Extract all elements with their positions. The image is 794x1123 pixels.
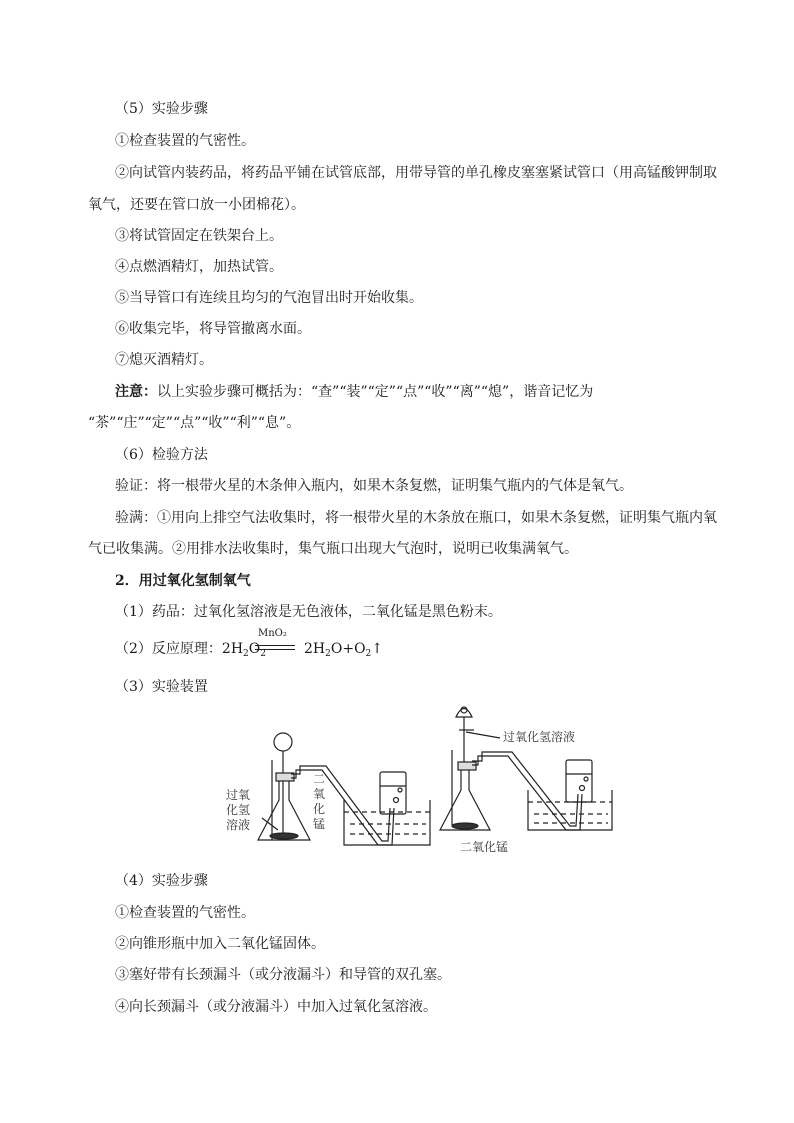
section5-step7: ⑦熄灭酒精灯。 — [115, 352, 213, 368]
label-mno2-right: 二氧化锰 — [460, 840, 509, 854]
section5-step6: ⑥收集完毕，将导管撤离水面。 — [115, 321, 311, 337]
section4-step2: ②向锥形瓶中加入二氧化锰固体。 — [115, 936, 325, 952]
equation-catalyst: MnO₂ — [258, 628, 287, 639]
conical-flask-right — [440, 770, 490, 830]
label-mno2-left: 二 氧 化 锰 — [313, 772, 326, 831]
funnel-bulb — [274, 733, 292, 751]
pointer-h2o2-right — [466, 732, 500, 738]
note-text: 以上实验步骤可概括为：“查”“装”“定”“点”“收”“离”“熄”，谐音记忆为 — [157, 384, 594, 400]
equation-right: $2H_2O+O_2↑$ — [304, 641, 384, 659]
conical-flask-left — [258, 781, 310, 840]
bubble — [394, 798, 399, 803]
label-h2o2-right: 过氧化氢溶液 — [503, 730, 576, 744]
section5-step3: ③将试管固定在铁架台上。 — [115, 228, 283, 244]
gas-jar-right — [566, 760, 592, 802]
section4-step4: ④向长颈漏斗（或分液漏斗）中加入过氧化氢溶液。 — [115, 999, 437, 1015]
section6-full-line2: 气已收集满。②用排水法收集时，集气瓶口出现大气泡时，说明已收集满氧气。 — [88, 541, 578, 557]
label-h2o2-left: 过氧 化氢 溶液 — [226, 788, 251, 832]
section6-heading: （6）检验方法 — [115, 447, 208, 463]
stopper-right — [458, 762, 476, 770]
section5-step1: ①检查装置的气密性。 — [115, 133, 255, 149]
gas-jar-left — [380, 772, 406, 814]
note-line2: “茶”“庄”“定”“点”“收”“利”“息”。 — [88, 415, 301, 431]
section4-step3: ③塞好带有长颈漏斗（或分液漏斗）和导管的双孔塞。 — [115, 967, 451, 983]
section5-step2-line1: ②向试管内装药品，将药品平铺在试管底部，用带导管的单孔橡皮塞塞紧试管口（用高锰酸钾制取 — [115, 165, 717, 181]
part2-apparatus-heading: （3）实验装置 — [115, 679, 208, 695]
water-trough-right — [528, 790, 612, 830]
section5-step2-line2: 氧气，还要在管口放一小团棉花）。 — [88, 197, 305, 213]
part2-reagents: （1）药品：过氧化氢溶液是无色液体，二氧化锰是黑色粉末。 — [115, 604, 502, 620]
part2-heading: 2．用过氧化氢制氧气 — [115, 573, 251, 589]
gas-arrow: ↑ — [371, 641, 384, 657]
section6-verify: 验证：将一根带火星的木条伸入瓶内，如果木条复燃，证明集气瓶内的气体是氧气。 — [115, 478, 633, 494]
equation-left: $2H_2O_2$ — [221, 641, 266, 659]
note-label: 注意： — [115, 384, 157, 400]
mno2-solid-right — [452, 823, 478, 829]
section5-step5: ⑤当导管口有连续且均匀的气泡冒出时开始收集。 — [115, 290, 423, 306]
section6-full-line1: 验满：①用向上排空气法收集时，将一根带火星的木条放在瓶口，如果木条复燃，证明集气瓶内氧 — [115, 510, 717, 526]
principle-label: （2）反应原理： — [115, 641, 222, 657]
section4-heading: （4）实验步骤 — [115, 873, 208, 889]
section4-step1: ①检查装置的气密性。 — [115, 905, 255, 921]
section5-heading: （5）实验步骤 — [115, 101, 208, 117]
section5-step4: ④点燃酒精灯，加热试管。 — [115, 259, 283, 275]
mno2-solid-left — [270, 833, 298, 839]
